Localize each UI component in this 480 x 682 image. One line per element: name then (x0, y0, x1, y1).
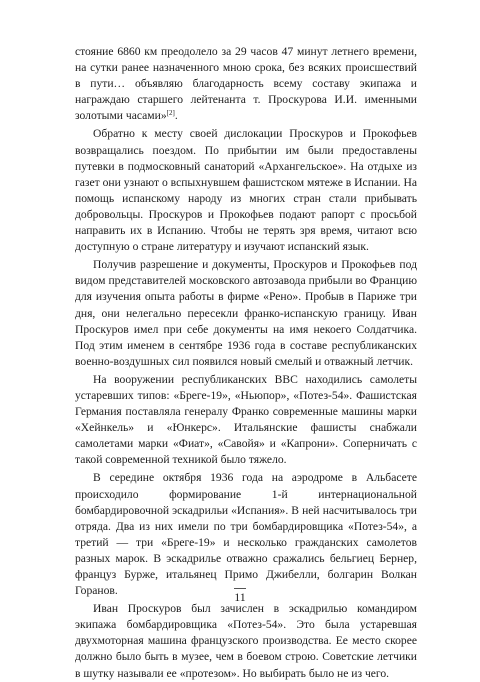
paragraph-1 (75, 44, 417, 124)
paragraph-2: Обратно к месту своей дислокации Проскуров и Прокофьев возвращались поездом. По прибытии им были предоставлены путевки в подмосковный санаторий «Архангельское». На отдыхе из газет они узнают о вспыхнувшем фашистском мятеже в Испании. На помощь испанскому народу из многих стран стали прибывать добровольцы. Проскуров и Прокофьев подают рапорт с просьбой направить их в Испанию. Чтобы не терять зря время, читают всю доступную о стране литературу и изучают испанский язык. (75, 127, 417, 254)
body-text (75, 44, 417, 682)
page-number: 11 (234, 590, 246, 604)
paragraph-6: Иван Проскуров был зачислен в эскадрилью командиром экипажа бомбардировщика «Потез-54». Это была устаревшая двухмоторная машина французского производства. Ее место скорее должно было быть в музее, чем в боевом строю. Советские летчики в шутку называли ее «протезом». Но выбирать было не из чего. (75, 602, 417, 680)
paragraph-1-text: стояние 6860 км преодолело за 29 часов 47 минут летнего времени, на сутки ранее назначенного мною срока, без всяких происшествий в пути… объявляю благодарность всему составу экипажа и награждаю старшего лейтенанта т. Проскурова И.И. именными золотыми часами» (75, 45, 417, 123)
paragraph-4: На вооружении республиканских ВВС находились самолеты устаревших типов: «Бреге-19», «Ньюпор», «Потез-54». Фашистская Германия поставляла генералу Франко современные машины марки «Хейнкель» и «Юнкерс». Итальянские фашисты снабжали самолетами марки «Фиат», «Савойя» и «Капрони». Соперничать с такой современной техникой было тяжело. (75, 372, 417, 467)
paragraph-5: В середине октября 1936 года на аэродроме в Альбасете происходило формирование 1-й интернациональной бомбардировочной эскадрильи «Испания». В ней насчитывалось три отряда. Два из них имели по три бомбардировщика «Потез-54», а третий — три «Бреге-19» и несколько гражданских самолетов разных марок. В эскадрилье отважно сражались бельгиец Бернер, француз Бурже, итальянец Примо Джибелли, болгарин Волкан Горанов. (75, 471, 417, 598)
page-number-rule (234, 588, 246, 589)
paragraph-1-period: . (174, 109, 178, 123)
paragraph-3: Получив разрешение и документы, Проскуров и Прокофьев под видом представителей московского автозавода прибыли во Францию для изучения опыта работы в фирме «Рено». Пробыв в Париже три дня, они нелегально пересекли франко-испанскую границу. Иван Проскуров имел при себе документы на имя некоего Солдатчика. Под этим именем в сентябре 1936 года в составе республиканских военно-воздушных сил появился новый смелый и отважный летчик. (75, 258, 417, 368)
footnote-ref: [2] (166, 109, 175, 118)
